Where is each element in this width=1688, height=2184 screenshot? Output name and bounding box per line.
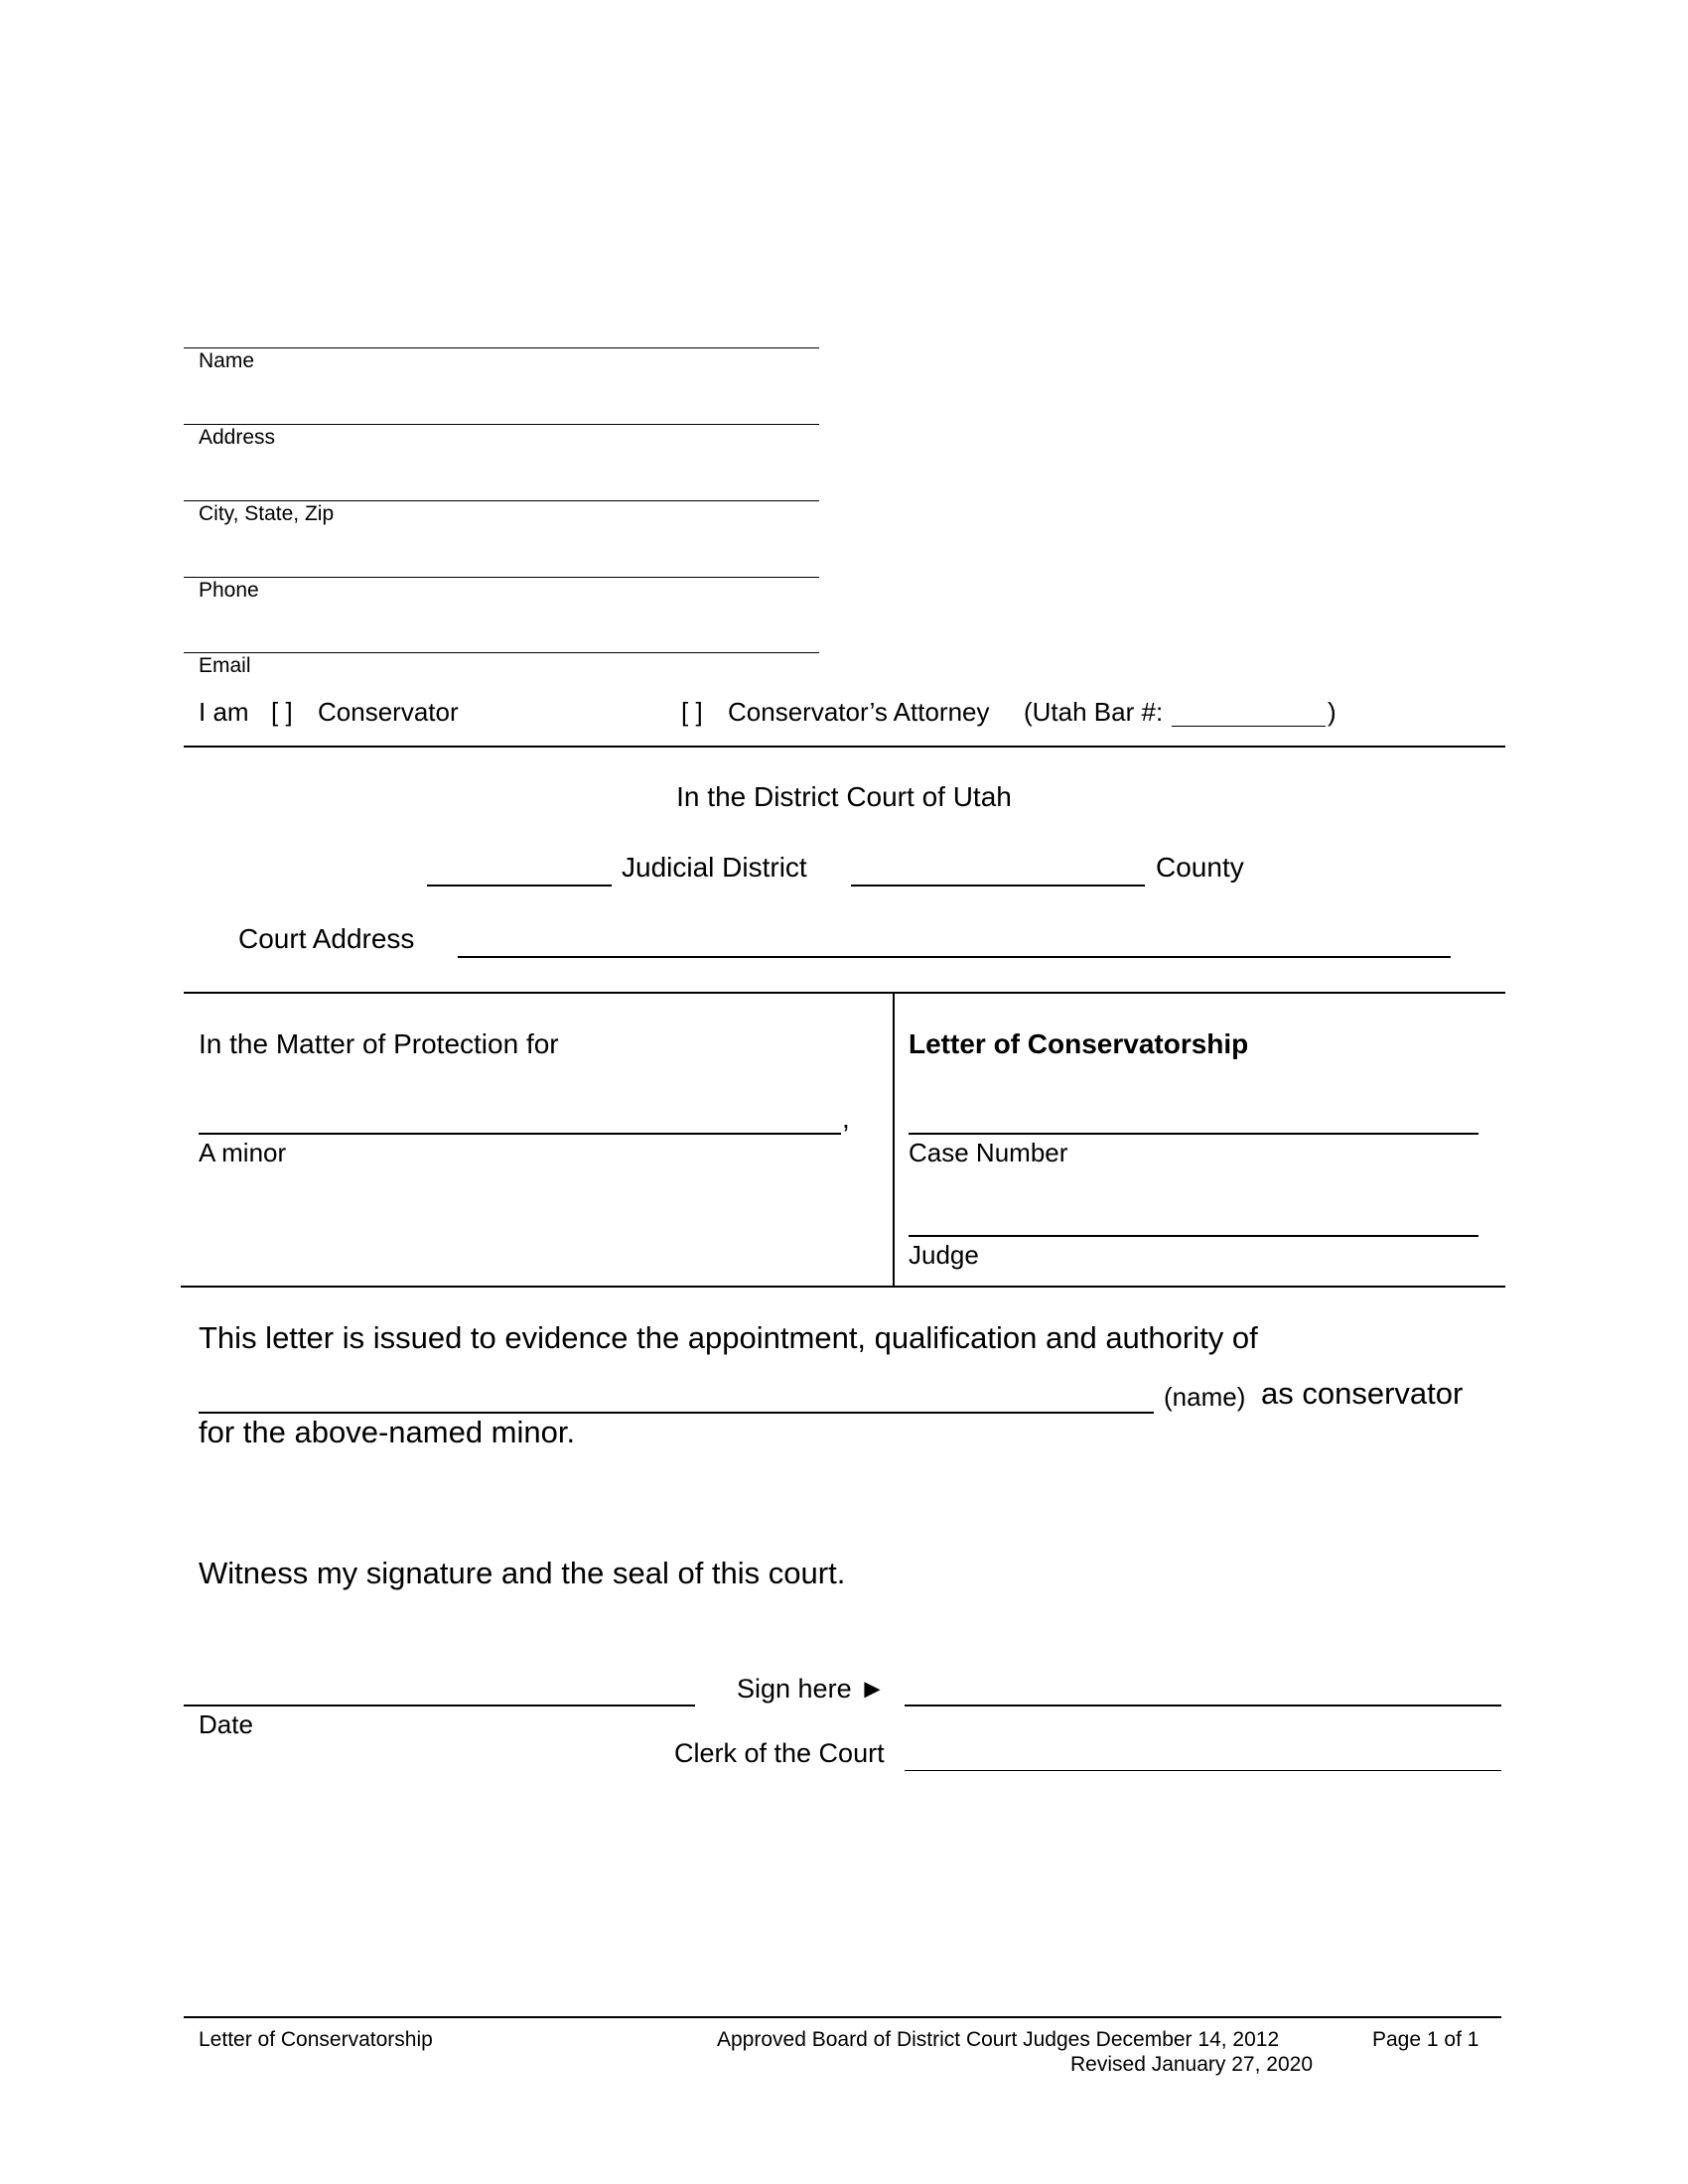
phone-label: Phone (199, 579, 259, 602)
caption-divider (893, 992, 895, 1286)
conservator-label: Conservator (318, 697, 459, 727)
name-hint: (name) (1164, 1382, 1246, 1412)
conservator-name-line[interactable] (199, 1412, 1154, 1414)
clerk-label: Clerk of the Court (674, 1738, 885, 1768)
witness-text: Witness my signature and the seal of this court. (199, 1556, 846, 1590)
above-named-minor-text: for the above-named minor. (199, 1415, 576, 1449)
signature-line[interactable] (905, 1705, 1501, 1706)
issuance-text: This letter is issued to evidence the appointment, qualification and authority of (199, 1320, 1258, 1355)
minor-comma: , (842, 1103, 850, 1134)
matter-label: In the Matter of Protection for (199, 1028, 559, 1059)
sign-here-label: Sign here ► (737, 1674, 886, 1704)
address-line[interactable] (184, 424, 819, 425)
city-state-zip-label: City, State, Zip (199, 502, 335, 525)
form-title: Letter of Conservatorship (909, 1028, 1249, 1059)
district-number-line[interactable] (427, 885, 612, 887)
court-heading: In the District Court of Utah (676, 781, 1012, 812)
header-divider (184, 746, 1505, 748)
name-label: Name (199, 349, 255, 372)
email-line[interactable] (184, 652, 819, 653)
caption-bottom-border (181, 1286, 1505, 1288)
judicial-district-label: Judicial District (622, 852, 807, 883)
i-am-label: I am (199, 697, 249, 727)
county-label: County (1156, 852, 1244, 883)
minor-name-line[interactable] (199, 1133, 841, 1135)
date-label: Date (199, 1709, 253, 1739)
footer-page: Page 1 of 1 (1372, 2028, 1479, 2051)
date-line[interactable] (184, 1705, 695, 1706)
court-address-line[interactable] (458, 956, 1451, 958)
phone-line[interactable] (184, 577, 819, 578)
judge-label: Judge (909, 1240, 979, 1270)
utah-bar-label: (Utah Bar #: (1024, 697, 1164, 727)
conservator-checkbox[interactable]: [ ] (271, 697, 293, 727)
county-line[interactable] (851, 885, 1145, 887)
footer-divider (184, 2016, 1501, 2018)
city-state-zip-line[interactable] (184, 500, 819, 501)
utah-bar-number-line[interactable] (1172, 726, 1326, 727)
footer-revised: Revised January 27, 2020 (1070, 2053, 1313, 2076)
minor-label: A minor (199, 1138, 287, 1167)
caption-top-border (184, 992, 1505, 994)
attorney-label: Conservator’s Attorney (728, 697, 990, 727)
clerk-line[interactable] (905, 1770, 1501, 1771)
address-label: Address (199, 426, 276, 449)
case-number-line[interactable] (909, 1133, 1478, 1135)
as-conservator-text: as conservator (1261, 1376, 1464, 1411)
utah-bar-close: ) (1328, 697, 1336, 727)
judge-line[interactable] (909, 1235, 1478, 1237)
footer-form-name: Letter of Conservatorship (199, 2028, 433, 2051)
attorney-checkbox[interactable]: [ ] (681, 697, 703, 727)
court-address-label: Court Address (238, 923, 415, 954)
case-number-label: Case Number (909, 1138, 1068, 1167)
name-line[interactable] (184, 347, 819, 348)
footer-approved: Approved Board of District Court Judges December 14, 2012 (717, 2028, 1280, 2051)
email-label: Email (199, 654, 251, 677)
